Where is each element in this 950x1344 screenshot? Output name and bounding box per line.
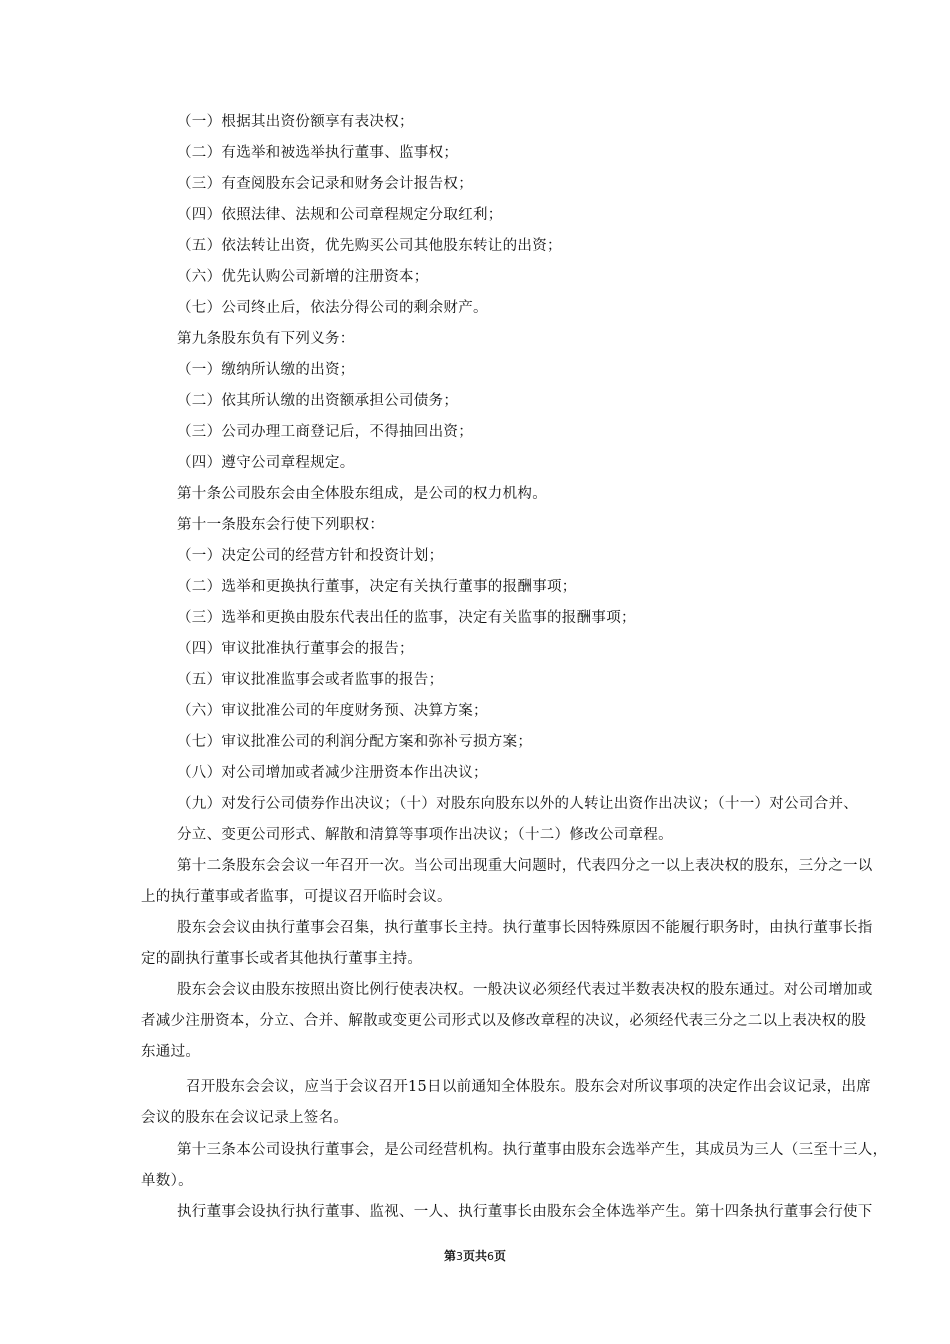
text-line-31: 东通过。 — [141, 1044, 201, 1060]
text-line-15: （一）决定公司的经营方针和投资计划； — [177, 548, 444, 564]
text-line-20: （六）审议批准公司的年度财务预、决算方案； — [177, 703, 488, 719]
text-line-29: 股东会会议由股东按照出资比例行使表决权。一般决议必须经代表过半数表决权的股东通过。对公司增加或 — [177, 982, 873, 998]
text-line-17: （三）选举和更换由股东代表出任的监事，决定有关监事的报酬事项； — [177, 610, 636, 626]
text-line-13: 第十条公司股东会由全体股东组成，是公司的权力机构。 — [177, 486, 547, 502]
text-line-10: （二）依其所认缴的出资额承担公司债务； — [177, 393, 459, 409]
text-line-3: （三）有查阅股东会记录和财务会计报告权； — [177, 176, 473, 192]
text-line-25: 第十二条股东会会议一年召开一次。当公司出现重大问题时，代表四分之一以上表决权的股东，三分之一以 — [177, 858, 873, 874]
text-line-18: （四）审议批准执行董事会的报告； — [177, 641, 414, 657]
text-line-6: （六）优先认购公司新增的注册资本； — [177, 269, 429, 285]
text-line-36: 执行董事会设执行执行董事、监视、一人、执行董事长由股东会全体选举产生。第十四条执行董事会行使下 — [177, 1204, 873, 1220]
text-line-30: 者减少注册资本，分立、合并、解散或变更公司形式以及修改章程的决议，必须经代表三分之二以上表决权的股 — [141, 1013, 867, 1029]
footer-page-number: 3 — [455, 1250, 463, 1263]
footer-suffix: 页 — [494, 1249, 507, 1263]
text-line-9: （一）缴纳所认缴的出资； — [177, 362, 355, 378]
footer-total-pages: 6 — [487, 1250, 494, 1263]
footer-prefix: 第 — [443, 1249, 456, 1263]
text-line-5: （五）依法转让出资，优先购买公司其他股东转让的出资； — [177, 238, 562, 254]
text-line-22: （八）对公司增加或者减少注册资本作出决议； — [177, 765, 488, 781]
text-line-19: （五）审议批准监事会或者监事的报告； — [177, 672, 444, 688]
text-line-23: （九）对发行公司债券作出决议；（十）对股东向股东以外的人转让出资作出决议；（十一）对公司合并、 — [177, 796, 859, 812]
footer-middle: 页共 — [462, 1249, 487, 1263]
text-line-32: 召开股东会会议，应当于会议召开15日以前通知全体股东。股东会对所议事项的决定作出会议记录，出席 — [186, 1079, 872, 1095]
text-line-33: 会议的股东在会议记录上签名。 — [141, 1110, 349, 1126]
text-line-7: （七）公司终止后，依法分得公司的剩余财产。 — [177, 300, 488, 316]
text-line-4: （四）依照法律、法规和公司章程规定分取红利； — [177, 207, 503, 223]
text-line-35: 单数）。 — [141, 1173, 193, 1189]
text-line-14: 第十一条股东会行使下列职权： — [177, 517, 385, 533]
text-line-24: 分立、变更公司形式、解散和清算等事项作出决议；（十二）修改公司章程。 — [177, 827, 673, 843]
page-footer — [0, 1247, 950, 1264]
text-line-2: （二）有选举和被选举执行董事、监事权； — [177, 145, 459, 161]
text-line-12: （四）遵守公司章程规定。 — [177, 455, 355, 471]
text-line-28: 定的副执行董事长或者其他执行董事主持。 — [141, 951, 423, 967]
text-line-11: （三）公司办理工商登记后，不得抽回出资； — [177, 424, 473, 440]
text-line-34: 第十三条本公司设执行董事会，是公司经营机构。执行董事由股东会选举产生，其成员为三人（三至十三人， — [177, 1142, 888, 1158]
text-line-8: 第九条股东负有下列义务： — [177, 331, 355, 347]
text-line-16: （二）选举和更换执行董事，决定有关执行董事的报酬事项； — [177, 579, 577, 595]
text-line-1: （一）根据其出资份额享有表决权； — [177, 114, 414, 130]
text-line-21: （七）审议批准公司的利润分配方案和弥补亏损方案； — [177, 734, 533, 750]
text-line-26: 上的执行董事或者监事，可提议召开临时会议。 — [141, 889, 452, 905]
text-line-27: 股东会会议由执行董事会召集，执行董事长主持。执行董事长因特殊原因不能履行职务时，由执行董事长指 — [177, 920, 873, 936]
